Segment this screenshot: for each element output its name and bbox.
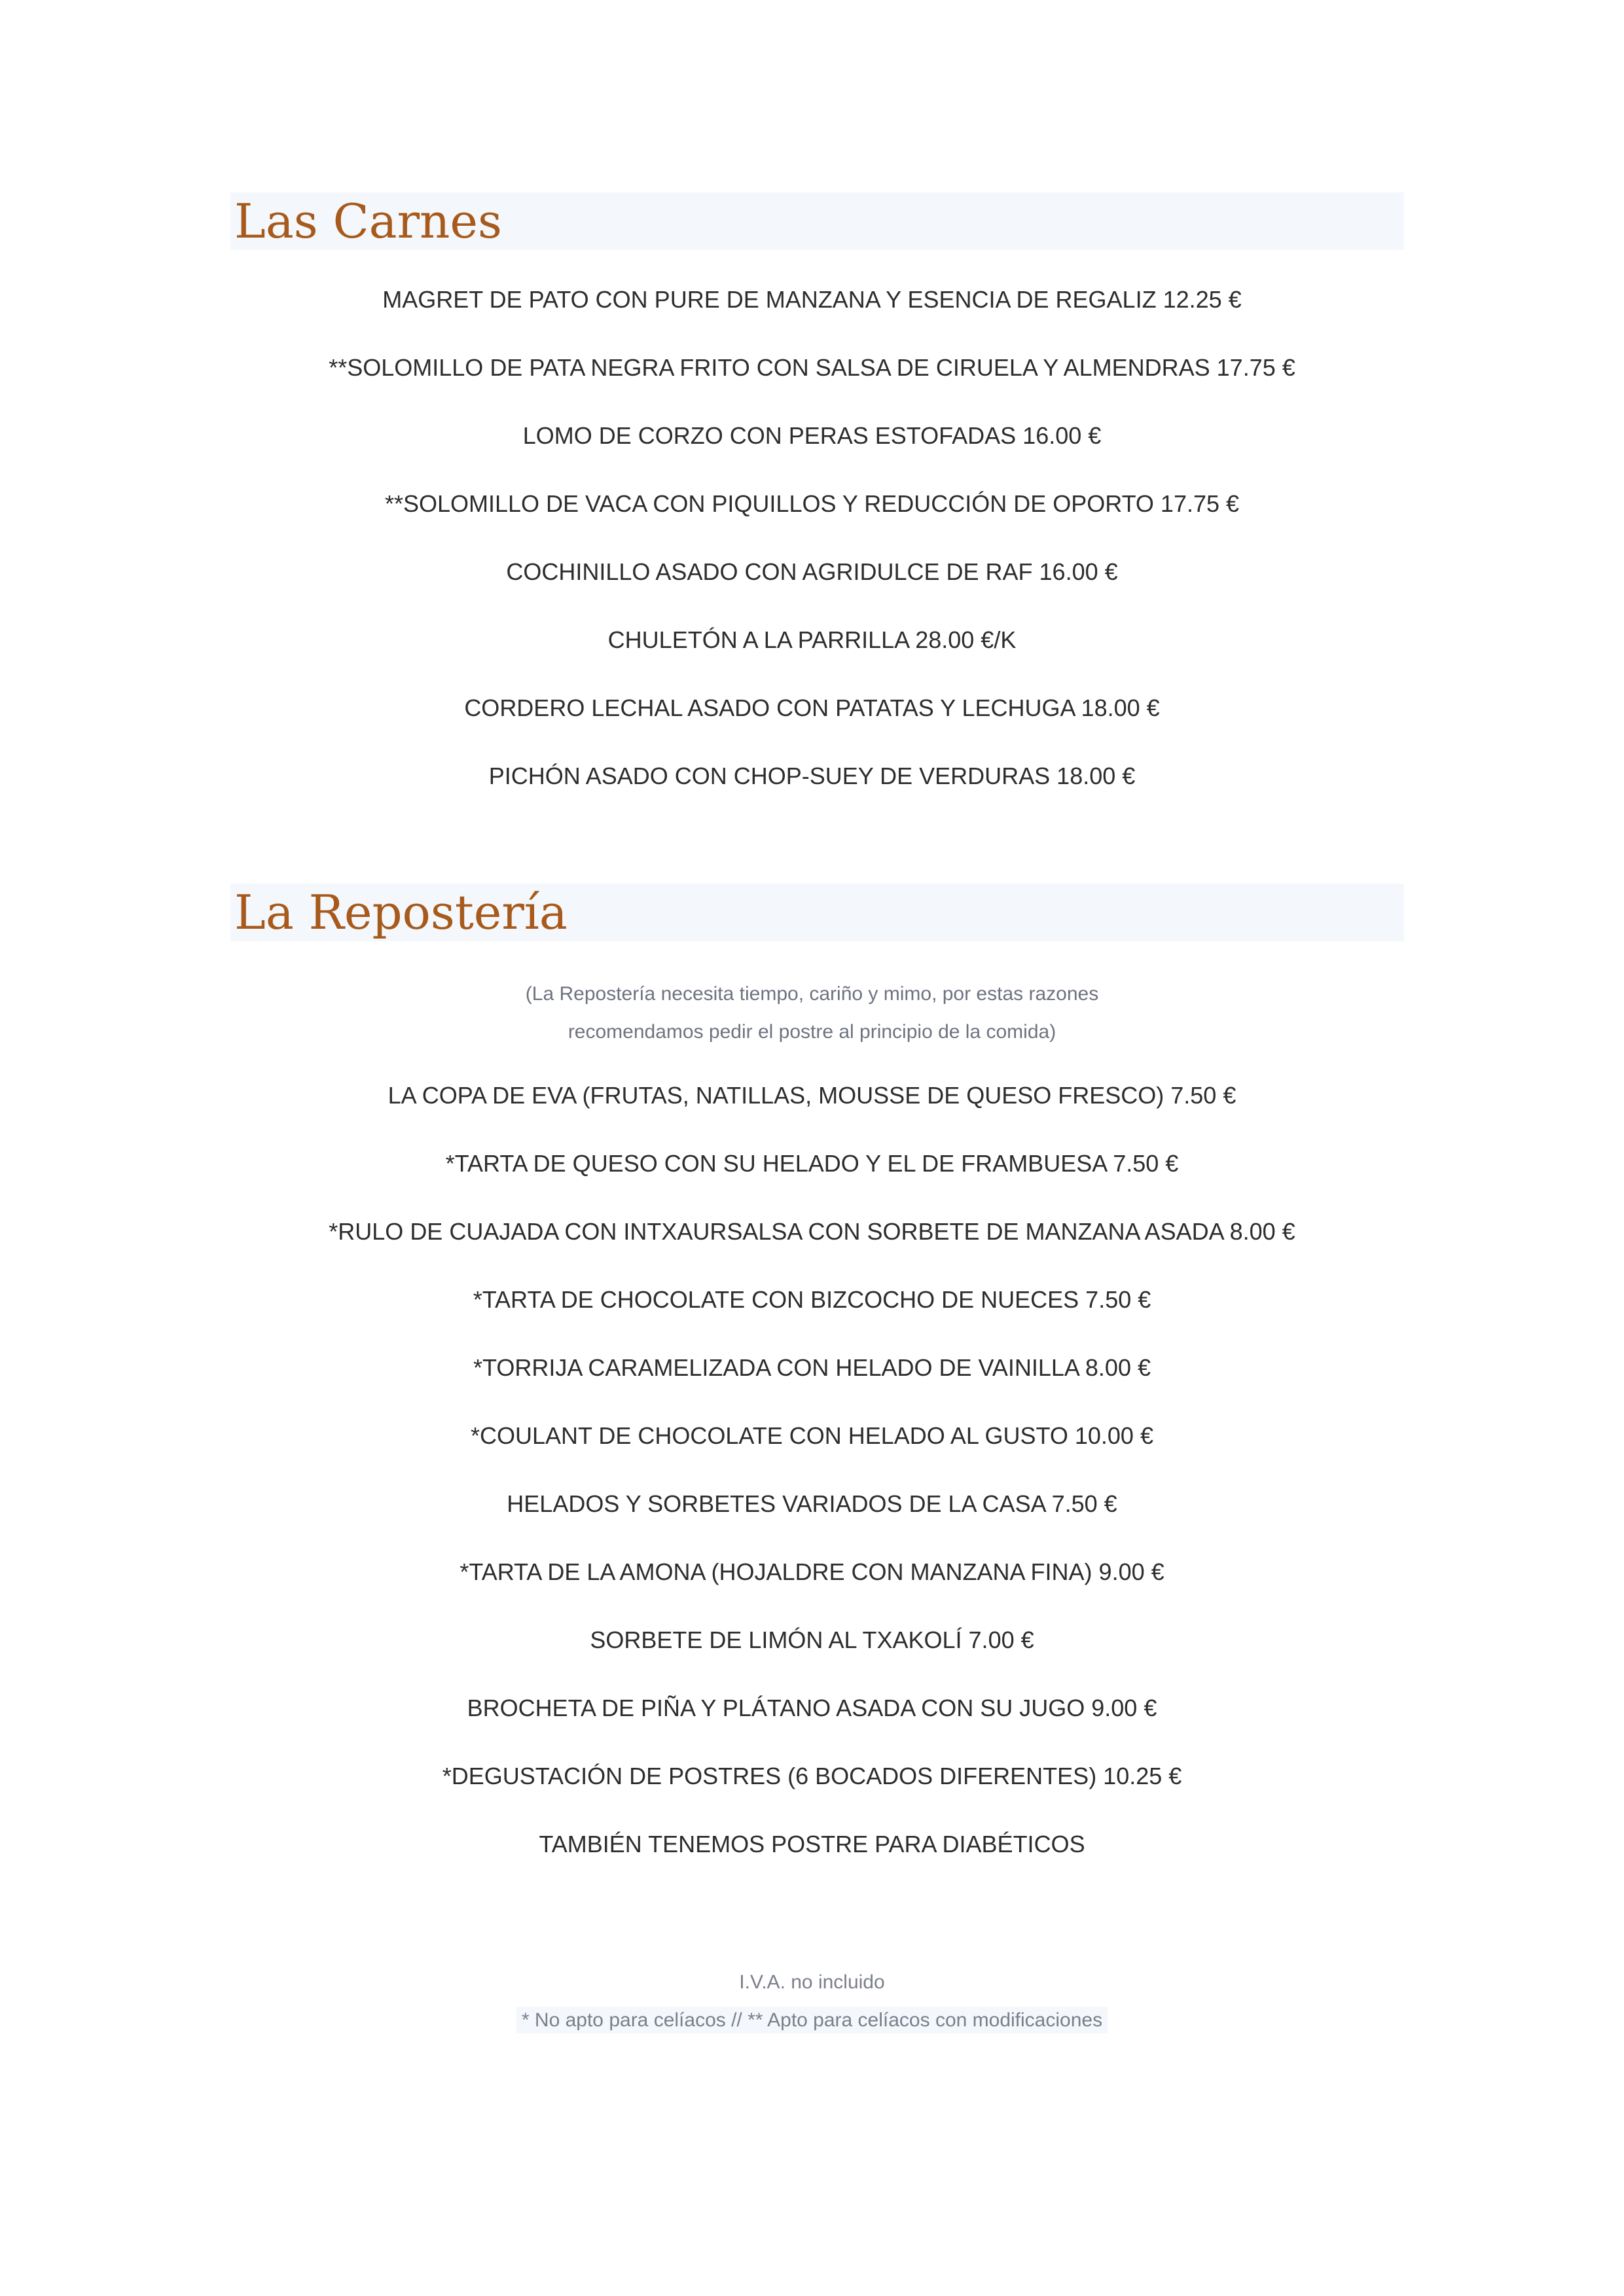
menu-item: **SOLOMILLO DE VACA CON PIQUILLOS Y REDUCCIÓN DE OPORTO 17.75 €: [384, 490, 1240, 517]
note-line: recomendamos pedir el postre al principio de la comida): [568, 1021, 1056, 1043]
menu-item: *RULO DE CUAJADA CON INTXAURSALSA CON SORBETE DE MANZANA ASADA 8.00 €: [329, 1218, 1295, 1245]
menu-list-carnes: [0, 266, 1624, 810]
menu-list-reposteria: [0, 1062, 1624, 1878]
section-title-reposteria: La Repostería: [234, 885, 568, 940]
footer-celiac-text: * No apto para celíacos // ** Apto para celíacos con modificaciones: [516, 2007, 1108, 2034]
menu-item: *DEGUSTACIÓN DE POSTRES (6 BOCADOS DIFERENTES) 10.25 €: [442, 1763, 1182, 1789]
reposteria-note: [0, 975, 1624, 1051]
menu-item: CORDERO LECHAL ASADO CON PATATAS Y LECHUGA 18.00 €: [464, 694, 1160, 721]
note-line: (La Repostería necesita tiempo, cariño y mimo, por estas razones: [525, 983, 1099, 1005]
menu-item: CHULETÓN A LA PARRILLA 28.00 €/K: [607, 626, 1017, 653]
menu-item: LA COPA DE EVA (FRUTAS, NATILLAS, MOUSSE DE QUESO FRESCO) 7.50 €: [388, 1082, 1236, 1109]
menu-item: LOMO DE CORZO CON PERAS ESTOFADAS 16.00 €: [522, 422, 1102, 449]
menu-item: SORBETE DE LIMÓN AL TXAKOLÍ 7.00 €: [590, 1626, 1034, 1653]
menu-item: *COULANT DE CHOCOLATE CON HELADO AL GUSTO 10.00 €: [471, 1422, 1153, 1449]
menu-item: *TARTA DE CHOCOLATE CON BIZCOCHO DE NUECES 7.50 €: [473, 1286, 1151, 1313]
footer-celiac-note: [0, 2001, 1624, 2039]
section-title-carnes: Las Carnes: [234, 194, 502, 249]
menu-item: *TARTA DE QUESO CON SU HELADO Y EL DE FRAMBUESA 7.50 €: [445, 1150, 1179, 1177]
section-header-carnes: [230, 192, 1404, 250]
menu-item: *TARTA DE LA AMONA (HOJALDRE CON MANZANA FINA) 9.00 €: [460, 1558, 1164, 1585]
menu-item: TAMBIÉN TENEMOS POSTRE PARA DIABÉTICOS: [539, 1831, 1085, 1857]
footer-iva: I.V.A. no incluido: [739, 1971, 885, 1993]
menu-item: BROCHETA DE PIÑA Y PLÁTANO ASADA CON SU JUGO 9.00 €: [467, 1695, 1157, 1721]
section-header-reposteria: [230, 884, 1404, 941]
menu-item: *TORRIJA CARAMELIZADA CON HELADO DE VAINILLA 8.00 €: [473, 1354, 1151, 1381]
menu-item: PICHÓN ASADO CON CHOP-SUEY DE VERDURAS 18.00 €: [488, 762, 1136, 789]
menu-item: COCHINILLO ASADO CON AGRIDULCE DE RAF 16.00 €: [506, 558, 1118, 585]
menu-item: **SOLOMILLO DE PATA NEGRA FRITO CON SALSA DE CIRUELA Y ALMENDRAS 17.75 €: [329, 354, 1295, 381]
menu-item: HELADOS Y SORBETES VARIADOS DE LA CASA 7.50 €: [507, 1490, 1117, 1517]
footer: [0, 1964, 1624, 2039]
menu-item: MAGRET DE PATO CON PURE DE MANZANA Y ESENCIA DE REGALIZ 12.25 €: [382, 286, 1242, 313]
